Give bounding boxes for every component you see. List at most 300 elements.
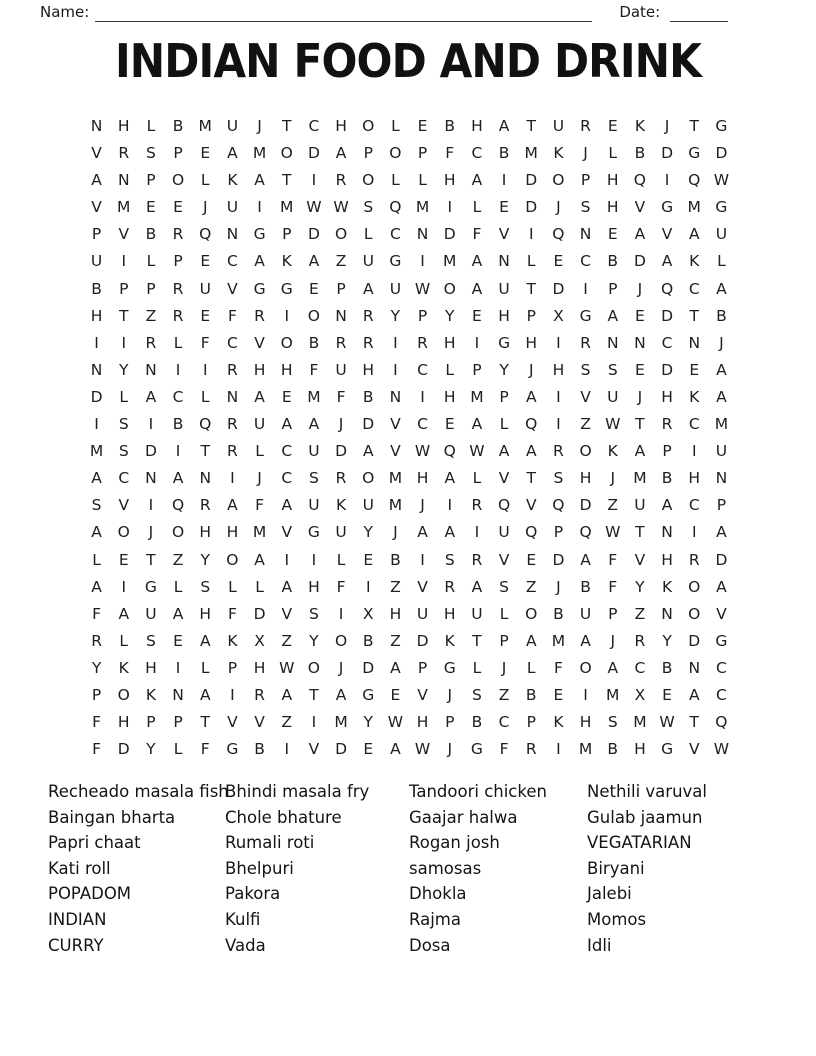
- grid-letter: L: [717, 252, 726, 271]
- grid-letter: U: [145, 604, 157, 623]
- grid-letter: P: [173, 144, 183, 163]
- grid-letter: A: [91, 171, 102, 190]
- grid-letter: F: [553, 658, 563, 677]
- grid-letter: K: [661, 577, 673, 596]
- grid-letter: M: [551, 631, 566, 650]
- grid-letter: N: [145, 360, 157, 379]
- grid-letter: H: [606, 198, 619, 217]
- grid-letter: J: [148, 523, 154, 542]
- grid-letter: H: [308, 577, 320, 596]
- grid-letter: D: [416, 631, 429, 650]
- grid-letter: M: [388, 496, 403, 515]
- grid-letter: L: [173, 740, 183, 759]
- grid-letter: Y: [146, 740, 156, 759]
- grid-letter: Q: [688, 171, 701, 190]
- grid-letter: I: [311, 171, 317, 190]
- grid-letter: G: [579, 306, 592, 325]
- grid-letter: P: [608, 279, 618, 298]
- grid-letter: H: [579, 713, 592, 732]
- grid-letter: Y: [445, 306, 455, 325]
- grid-letter: L: [472, 198, 482, 217]
- grid-letter: R: [525, 740, 537, 759]
- grid-letter: H: [634, 740, 646, 759]
- grid-letter: H: [661, 550, 673, 569]
- grid-letter: H: [199, 523, 212, 542]
- grid-letter: E: [118, 550, 129, 569]
- grid-letter: A: [716, 523, 727, 542]
- grid-letter: H: [661, 387, 673, 406]
- grid-letter: H: [579, 469, 592, 488]
- grid-letter: V: [227, 713, 238, 732]
- grid-letter: F: [200, 333, 210, 352]
- grid-letter: V: [118, 225, 130, 244]
- grid-letter: W: [659, 713, 675, 732]
- word-list: [48, 779, 778, 958]
- grid-letter: I: [420, 387, 425, 406]
- grid-letter: I: [691, 442, 697, 461]
- grid-letter: M: [578, 740, 593, 759]
- grid-letter: G: [362, 685, 375, 704]
- grid-letter: Q: [497, 496, 511, 515]
- grid-letter: C: [281, 469, 293, 488]
- grid-letter: T: [526, 279, 536, 298]
- grid-letter: J: [257, 469, 262, 488]
- grid-letter: Y: [309, 631, 319, 650]
- grid-letter: A: [281, 415, 293, 434]
- grid-letter: L: [173, 577, 183, 596]
- grid-letter: A: [281, 685, 293, 704]
- grid-letter: A: [172, 469, 184, 488]
- grid-letter: E: [499, 198, 509, 217]
- grid-letter: Z: [525, 577, 537, 596]
- grid-letter: B: [607, 252, 619, 271]
- grid-letter: A: [580, 550, 591, 569]
- grid-letter: A: [308, 415, 320, 434]
- grid-letter: O: [579, 442, 592, 461]
- word-item: INDIAN: [48, 909, 107, 929]
- grid-letter: I: [664, 171, 670, 190]
- grid-letter: Y: [119, 360, 129, 379]
- grid-letter: Q: [389, 198, 402, 217]
- grid-letter: O: [362, 171, 375, 190]
- grid-letter: A: [118, 604, 130, 623]
- grid-letter: I: [447, 198, 453, 217]
- grid-letter: I: [365, 577, 371, 596]
- grid-letter: V: [417, 577, 428, 596]
- grid-letter: I: [556, 415, 561, 434]
- grid-letter: W: [333, 198, 349, 217]
- grid-letter: Y: [499, 360, 509, 379]
- grid-letter: P: [499, 631, 509, 650]
- grid-letter: E: [553, 252, 564, 271]
- grid-letter: M: [198, 117, 212, 135]
- grid-letter: I: [284, 740, 290, 759]
- grid-letter: N: [199, 469, 212, 488]
- grid-letter: A: [254, 171, 265, 190]
- grid-letter: V: [634, 550, 646, 569]
- grid-letter: T: [119, 306, 129, 325]
- grid-letter: M: [633, 469, 647, 488]
- grid-letter: E: [173, 198, 183, 217]
- grid-letter: J: [447, 740, 453, 759]
- grid-letter: A: [498, 117, 510, 135]
- grid-letter: W: [469, 442, 485, 461]
- grid-letter: R: [634, 631, 646, 650]
- word-item: Tandoori chicken: [409, 782, 547, 801]
- word-item: POPADOM: [48, 884, 132, 904]
- grid-letter: R: [444, 577, 456, 596]
- grid-letter: V: [390, 442, 401, 461]
- grid-letter: V: [498, 469, 510, 488]
- grid-letter: M: [388, 469, 403, 488]
- grid-letter: A: [688, 225, 700, 244]
- grid-letter: P: [146, 279, 156, 298]
- header-row: [40, 0, 740, 22]
- grid-letter: D: [253, 604, 266, 623]
- grid-letter: I: [474, 333, 480, 352]
- grid-letter: P: [472, 360, 482, 379]
- grid-letter: I: [148, 496, 154, 515]
- grid-letter: B: [525, 685, 537, 704]
- grid-letter: V: [580, 387, 591, 406]
- grid-letter: M: [252, 523, 267, 542]
- grid-letter: Y: [390, 306, 401, 325]
- grid-letter: P: [662, 442, 672, 461]
- grid-letter: X: [362, 604, 374, 623]
- grid-letter: U: [335, 360, 347, 379]
- grid-letter: U: [199, 279, 211, 298]
- grid-letter: L: [526, 658, 536, 677]
- grid-letter: C: [661, 333, 673, 352]
- grid-letter: O: [443, 279, 456, 298]
- grid-letter: M: [687, 198, 701, 217]
- grid-letter: J: [501, 658, 507, 677]
- word-item: Papri chaat: [48, 833, 141, 853]
- grid-letter: F: [227, 604, 237, 623]
- grid-letter: A: [444, 523, 456, 542]
- grid-letter: C: [417, 415, 428, 434]
- grid-letter: H: [552, 360, 565, 379]
- grid-letter: I: [393, 360, 398, 379]
- grid-letter: V: [308, 740, 320, 759]
- grid-letter: V: [498, 225, 510, 244]
- grid-letter: B: [362, 631, 374, 650]
- grid-letter: U: [226, 198, 239, 217]
- grid-letter: M: [307, 387, 321, 406]
- grid-letter: I: [284, 550, 290, 569]
- date-fill-line: [670, 5, 728, 22]
- grid-letter: N: [688, 333, 701, 352]
- word-item: Gulab jaamun: [587, 807, 703, 827]
- grid-letter: I: [202, 360, 208, 379]
- grid-letter: O: [280, 144, 293, 163]
- grid-letter: A: [471, 577, 483, 596]
- grid-letter: W: [713, 171, 730, 190]
- grid-letter: I: [257, 198, 262, 217]
- grid-letter: D: [661, 360, 674, 379]
- grid-letter: R: [227, 360, 238, 379]
- grid-letter: Z: [145, 306, 157, 325]
- grid-letter: E: [662, 685, 672, 704]
- grid-letter: H: [443, 604, 456, 623]
- grid-letter: I: [175, 658, 181, 677]
- grid-letter: P: [417, 144, 428, 163]
- grid-letter: B: [580, 577, 591, 596]
- grid-letter: H: [253, 658, 266, 677]
- grid-letter: I: [148, 415, 154, 434]
- grid-letter: R: [362, 333, 374, 352]
- grid-letter: H: [117, 117, 130, 135]
- grid-letter: F: [92, 740, 102, 759]
- grid-letter: U: [416, 604, 429, 623]
- grid-letter: O: [579, 658, 592, 677]
- grid-letter: L: [255, 577, 264, 596]
- grid-letter: H: [389, 604, 402, 623]
- grid-letter: D: [144, 442, 157, 461]
- grid-letter: K: [553, 144, 564, 163]
- grid-letter: W: [414, 279, 431, 298]
- grid-letter: B: [661, 658, 673, 677]
- grid-letter: G: [715, 117, 728, 135]
- grid-letter: J: [583, 144, 588, 163]
- grid-letter: S: [145, 631, 156, 650]
- grid-letter: P: [417, 658, 428, 677]
- grid-letter: C: [688, 496, 700, 515]
- grid-letter: V: [118, 496, 130, 515]
- grid-letter: C: [172, 387, 184, 406]
- grid-letter: G: [470, 740, 483, 759]
- grid-letter: L: [608, 144, 618, 163]
- grid-letter: G: [280, 279, 293, 298]
- grid-letter: L: [200, 171, 210, 190]
- grid-letter: H: [443, 387, 456, 406]
- grid-letter: C: [281, 442, 293, 461]
- grid-letter: M: [470, 387, 484, 406]
- grid-letter: R: [145, 333, 157, 352]
- grid-letter: A: [716, 387, 727, 406]
- word-item: Nethili varuval: [587, 782, 707, 801]
- grid-letter: M: [714, 415, 729, 434]
- word-item: Bhelpuri: [225, 858, 294, 878]
- grid-letter: I: [447, 496, 453, 515]
- grid-letter: C: [417, 360, 428, 379]
- grid-letter: E: [689, 360, 700, 379]
- grid-letter: B: [471, 713, 483, 732]
- grid-letter: N: [145, 469, 157, 488]
- grid-letter: R: [335, 333, 347, 352]
- grid-letter: H: [117, 713, 130, 732]
- grid-letter: A: [227, 496, 238, 515]
- grid-letter: U: [634, 496, 646, 515]
- word-list-column: [225, 779, 409, 958]
- grid-letter: A: [607, 658, 619, 677]
- grid-letter: N: [634, 333, 646, 352]
- grid-letter: J: [393, 523, 398, 542]
- word-item: Idli: [587, 935, 612, 955]
- grid-letter: E: [363, 740, 374, 759]
- grid-letter: O: [307, 306, 320, 325]
- grid-letter: I: [311, 713, 317, 732]
- grid-letter: S: [145, 144, 156, 163]
- grid-letter: H: [226, 523, 239, 542]
- grid-letter: G: [661, 198, 674, 217]
- grid-letter: R: [254, 685, 265, 704]
- grid-letter: L: [228, 577, 237, 596]
- grid-letter: Q: [552, 496, 565, 515]
- grid-letter: I: [175, 442, 181, 461]
- grid-letter: R: [417, 333, 428, 352]
- grid-letter: V: [281, 604, 293, 623]
- grid-letter: S: [363, 198, 374, 217]
- grid-letter: P: [363, 144, 373, 163]
- grid-letter: J: [257, 117, 262, 135]
- grid-letter: U: [362, 252, 374, 271]
- word-item: Biryani: [587, 858, 645, 878]
- grid-letter: R: [227, 415, 238, 434]
- grid-letter: I: [583, 685, 588, 704]
- grid-letter: J: [637, 387, 643, 406]
- grid-letter: E: [417, 117, 428, 135]
- grid-letter: I: [121, 252, 127, 271]
- grid-letter: B: [362, 387, 374, 406]
- grid-letter: E: [200, 144, 211, 163]
- grid-letter: U: [389, 279, 402, 298]
- word-item: Dosa: [409, 935, 451, 955]
- grid-letter: J: [556, 577, 561, 596]
- grid-letter: E: [607, 117, 618, 135]
- grid-letter: T: [526, 117, 536, 135]
- grid-letter: F: [445, 144, 455, 163]
- grid-letter: R: [362, 306, 374, 325]
- grid-letter: J: [556, 198, 561, 217]
- grid-letter: I: [420, 252, 425, 271]
- grid-letter: D: [443, 225, 456, 244]
- grid-letter: C: [688, 415, 700, 434]
- grid-letter: N: [90, 117, 103, 135]
- grid-letter: R: [118, 144, 130, 163]
- grid-letter: R: [91, 631, 102, 650]
- grid-letter: W: [414, 442, 431, 461]
- grid-letter: A: [390, 740, 401, 759]
- grid-letter: R: [172, 225, 184, 244]
- grid-letter: E: [363, 550, 374, 569]
- grid-letter: H: [280, 360, 293, 379]
- grid-letter: H: [443, 171, 456, 190]
- grid-letter: N: [416, 225, 429, 244]
- grid-letter: G: [226, 740, 239, 759]
- grid-letter: Z: [335, 252, 347, 271]
- grid-letter: D: [90, 387, 103, 406]
- grid-letter: V: [417, 685, 428, 704]
- grid-letter: J: [338, 658, 344, 677]
- grid-letter: A: [444, 469, 456, 488]
- grid-letter: C: [471, 144, 483, 163]
- grid-letter: P: [227, 658, 238, 677]
- grid-letter: P: [526, 306, 536, 325]
- grid-letter: L: [146, 252, 156, 271]
- grid-letter: A: [634, 225, 646, 244]
- grid-letter: S: [580, 360, 591, 379]
- grid-letter: B: [553, 604, 564, 623]
- grid-letter: A: [390, 658, 401, 677]
- grid-letter: I: [528, 225, 534, 244]
- grid-letter: H: [498, 306, 510, 325]
- word-list-column: [409, 779, 587, 958]
- grid-letter: I: [556, 387, 561, 406]
- grid-letter: S: [118, 442, 129, 461]
- name-label: Name:: [40, 3, 90, 21]
- grid-letter: V: [281, 523, 293, 542]
- grid-letter: J: [637, 279, 643, 298]
- grid-letter: A: [471, 415, 483, 434]
- grid-letter: A: [362, 442, 374, 461]
- grid-letter: P: [146, 713, 156, 732]
- grid-letter: U: [226, 117, 239, 135]
- grid-letter: B: [172, 415, 184, 434]
- grid-letter: H: [253, 360, 266, 379]
- grid-letter: H: [416, 469, 429, 488]
- grid-letter: D: [335, 442, 348, 461]
- grid-letter: W: [387, 713, 404, 732]
- grid-letter: N: [688, 658, 701, 677]
- grid-letter: S: [118, 415, 129, 434]
- grid-letter: G: [253, 279, 266, 298]
- grid-letter: A: [498, 442, 510, 461]
- grid-letter: B: [661, 469, 673, 488]
- grid-letter: P: [91, 685, 102, 704]
- grid-letter: A: [607, 306, 619, 325]
- grid-letter: N: [226, 225, 239, 244]
- grid-letter: G: [715, 631, 728, 650]
- word-item: Jalebi: [587, 884, 632, 904]
- grid-letter: E: [281, 387, 292, 406]
- grid-letter: A: [525, 387, 537, 406]
- grid-letter: B: [308, 333, 320, 352]
- grid-letter: R: [335, 469, 347, 488]
- grid-letter: R: [199, 496, 211, 515]
- grid-letter: N: [579, 225, 592, 244]
- grid-letter: E: [146, 198, 156, 217]
- grid-letter: D: [715, 550, 728, 569]
- grid-letter: D: [661, 144, 674, 163]
- grid-letter: Z: [498, 685, 510, 704]
- grid-letter: I: [691, 523, 697, 542]
- grid-letter: U: [308, 496, 320, 515]
- grid-letter: S: [607, 713, 618, 732]
- grid-letter: K: [689, 387, 700, 406]
- grid-letter: C: [688, 279, 700, 298]
- grid-letter: P: [173, 252, 183, 271]
- grid-letter: R: [553, 442, 564, 461]
- grid-letter: R: [580, 333, 591, 352]
- grid-letter: V: [716, 604, 727, 623]
- grid-letter: D: [552, 279, 565, 298]
- grid-letter: Q: [715, 713, 728, 732]
- grid-letter: N: [498, 252, 510, 271]
- grid-letter: P: [526, 713, 536, 732]
- grid-letter: P: [716, 496, 727, 515]
- grid-letter: D: [525, 198, 538, 217]
- grid-letter: Q: [660, 279, 674, 298]
- grid-letter: Y: [363, 523, 373, 542]
- grid-letter: H: [416, 713, 429, 732]
- word-item: Baingan bharta: [48, 807, 176, 827]
- grid-letter: K: [689, 252, 700, 271]
- grid-letter: A: [661, 496, 673, 515]
- grid-letter: G: [715, 198, 728, 217]
- grid-letter: J: [447, 685, 453, 704]
- grid-letter: G: [498, 333, 511, 352]
